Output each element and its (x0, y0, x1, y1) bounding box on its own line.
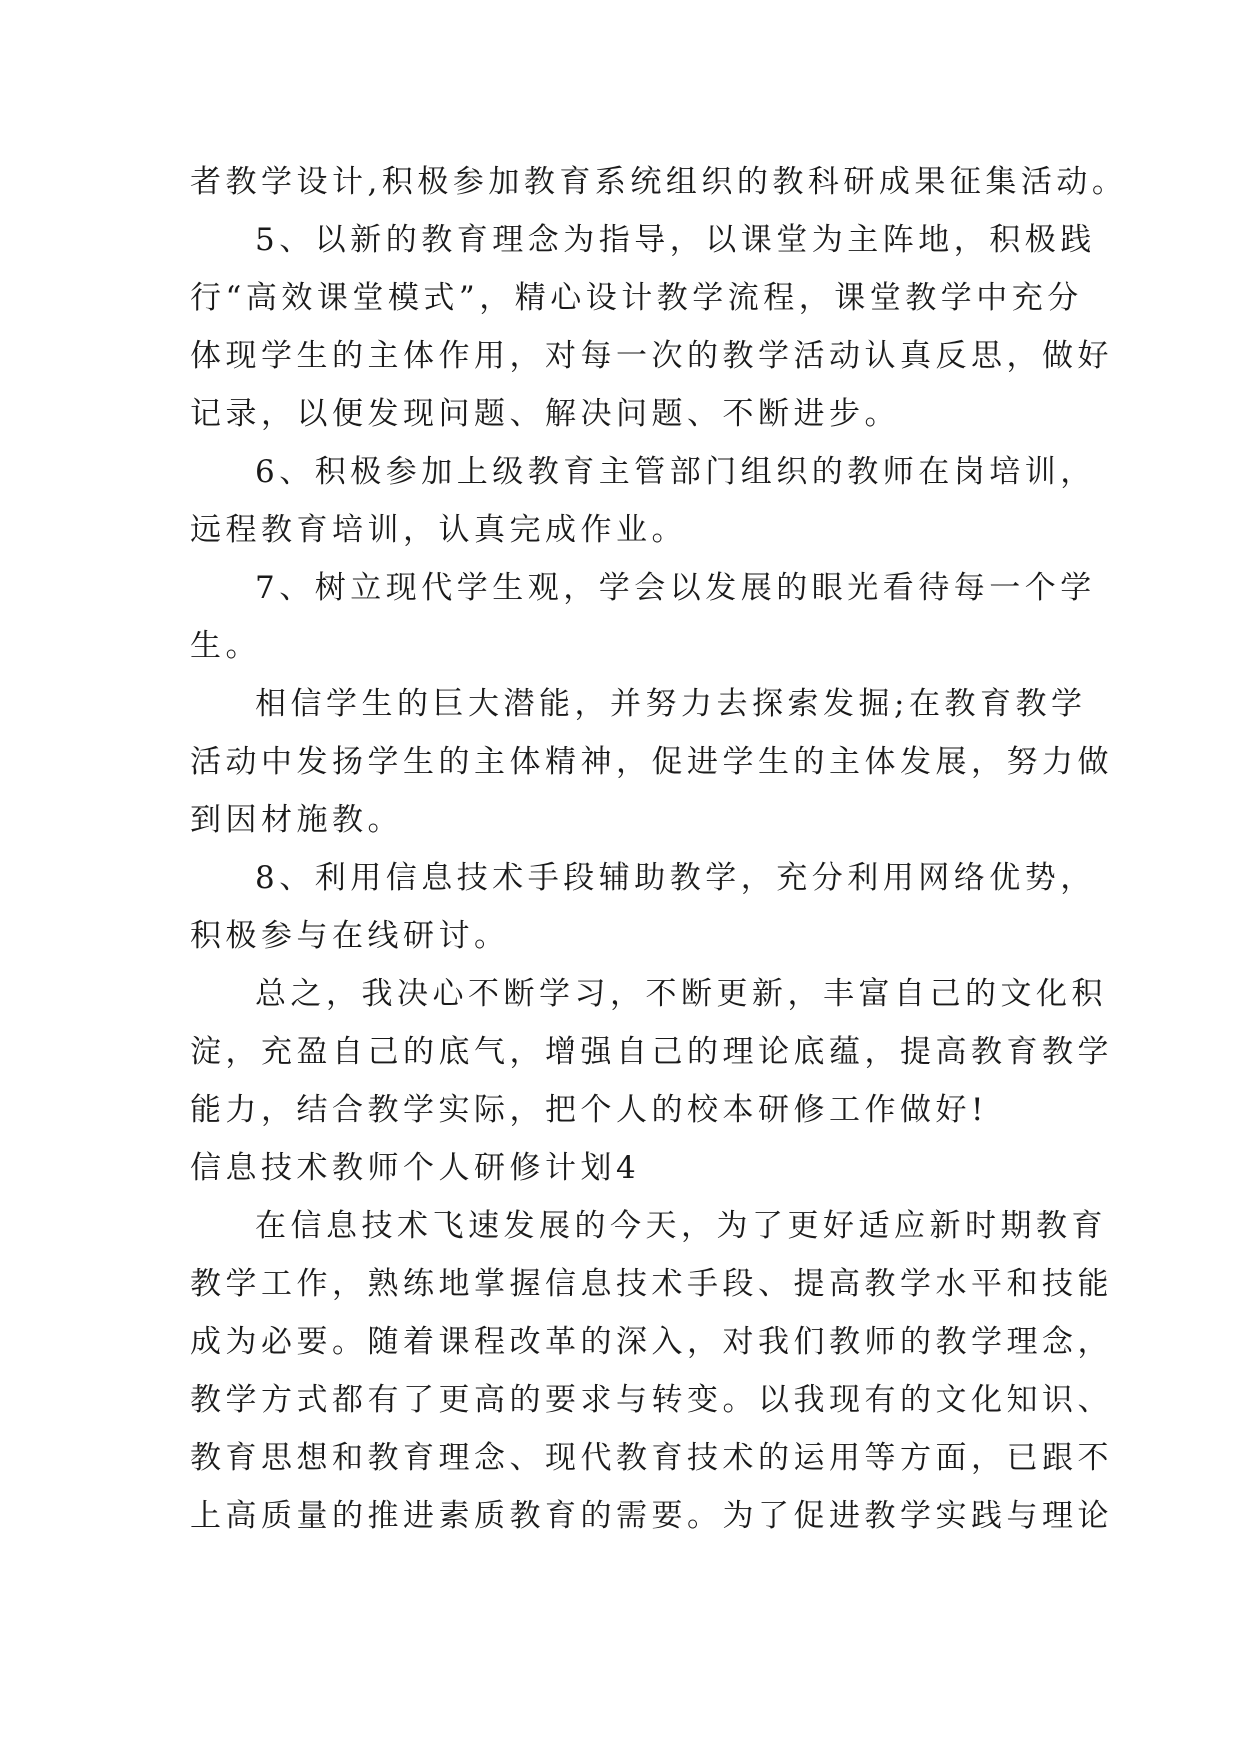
text-line: 体现学生的主体作用，对每一次的教学活动认真反思，做好 (190, 338, 1113, 374)
text-line: 者教学设计,积极参加教育系统组织的教科研成果征集活动。 (190, 164, 1128, 200)
text-line: 到因材施教。 (190, 802, 403, 838)
text-line: 记录，以便发现问题、解决问题、不断进步。 (190, 396, 900, 432)
text-line: 上高质量的推进素质教育的需要。为了促进教学实践与理论 (190, 1498, 1113, 1534)
paragraph-start: 相信学生的巨大潜能，并努力去探索发掘;在教育教学 (255, 686, 1087, 722)
text-line: 活动中发扬学生的主体精神，促进学生的主体发展，努力做 (190, 744, 1113, 780)
section-heading: 信息技术教师个人研修计划4 (190, 1150, 641, 1186)
paragraph-item-8-start: 8、利用信息技术手段辅助教学，充分利用网络优势， (255, 860, 1096, 896)
paragraph-item-6-start: 6、积极参加上级教育主管部门组织的教师在岗培训， (255, 454, 1096, 490)
text-line: 远程教育培训，认真完成作业。 (190, 512, 687, 548)
text-line: 成为必要。随着课程改革的深入，对我们教师的教学理念， (190, 1324, 1113, 1360)
text-line: 淀，充盈自己的底气，增强自己的理论底蕴，提高教育教学 (190, 1034, 1113, 1070)
paragraph-start: 在信息技术飞速发展的今天，为了更好适应新时期教育 (255, 1208, 1107, 1244)
text-line: 教学工作，熟练地掌握信息技术手段、提高教学水平和技能 (190, 1266, 1113, 1302)
text-line: 行“高效课堂模式”，精心设计教学流程，课堂教学中充分 (190, 280, 1083, 316)
paragraph-summary-start: 总之，我决心不断学习，不断更新，丰富自己的文化积 (255, 976, 1107, 1012)
paragraph-item-5-start: 5、以新的教育理念为指导，以课堂为主阵地，积极践 (255, 222, 1096, 258)
text-line: 生。 (190, 628, 261, 664)
text-line: 积极参与在线研讨。 (190, 918, 510, 954)
text-line: 能力，结合教学实际，把个人的校本研修工作做好! (190, 1092, 988, 1128)
paragraph-item-7-start: 7、树立现代学生观，学会以发展的眼光看待每一个学 (255, 570, 1096, 606)
text-line: 教育思想和教育理念、现代教育技术的运用等方面，已跟不 (190, 1440, 1113, 1476)
text-line: 教学方式都有了更高的要求与转变。以我现有的文化知识、 (190, 1382, 1113, 1418)
